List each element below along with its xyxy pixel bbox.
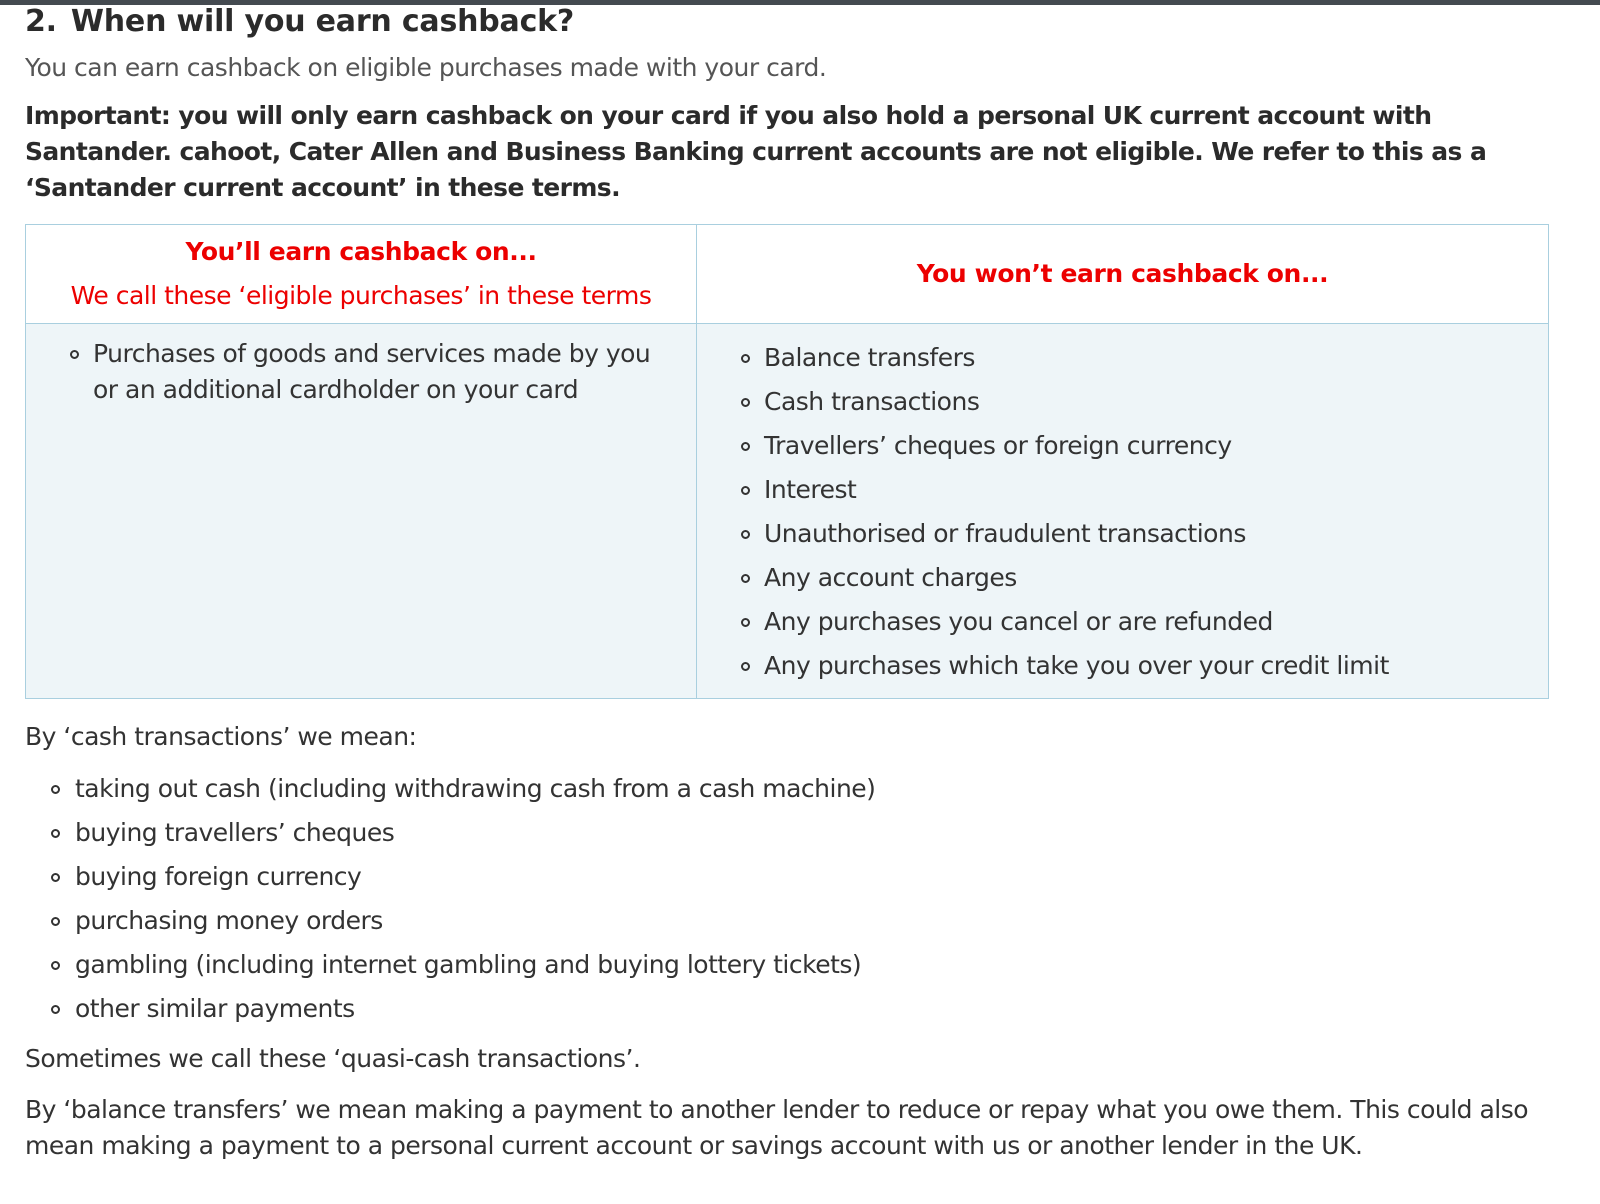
important-notice: Important: you will only earn cashback on your card if you also hold a personal UK current account with Santander. cahoot, Cater Allen and Business Banking current accounts are not eligible. We refer to this as a ‘Santander current account’ in these terms. <box>25 101 1487 202</box>
list-item: Cash transactions <box>697 380 1548 424</box>
section-number: 2. <box>25 4 57 39</box>
list-item: purchasing money orders <box>25 899 1555 943</box>
section-heading <box>25 2 1555 42</box>
cash-transactions-intro: By ‘cash transactions’ we mean: <box>25 722 417 751</box>
list-item: taking out cash (including withdrawing cash from a cash machine) <box>25 767 1555 811</box>
cashback-eligibility-table <box>25 224 1549 699</box>
circle-bullet-icon <box>741 442 750 451</box>
list-item: Unauthorised or fraudulent transactions <box>697 512 1548 556</box>
list-item: buying foreign currency <box>25 855 1555 899</box>
quasi-cash-note: Sometimes we call these ‘quasi-cash transactions’. <box>25 1044 641 1073</box>
earn-items-cell <box>26 324 697 699</box>
list-item: Interest <box>697 468 1548 512</box>
circle-bullet-icon <box>741 398 750 407</box>
circle-bullet-icon <box>741 354 750 363</box>
circle-bullet-icon <box>51 873 60 882</box>
circle-bullet-icon <box>51 829 60 838</box>
section-intro: You can earn cashback on eligible purchases made with your card. <box>25 53 827 82</box>
circle-bullet-icon <box>51 785 60 794</box>
circle-bullet-icon <box>70 350 79 359</box>
earn-subheader: We call these ‘eligible purchases’ in these terms <box>70 281 652 310</box>
list-item: gambling (including internet gambling and buying lottery tickets) <box>25 943 1555 987</box>
list-item: Purchases of goods and services made by you or an additional cardholder on your card <box>26 336 696 408</box>
circle-bullet-icon <box>741 486 750 495</box>
circle-bullet-icon <box>741 530 750 539</box>
list-item: Balance transfers <box>697 336 1548 380</box>
balance-transfers-definition: By ‘balance transfers’ we mean making a payment to another lender to reduce or repay what you owe them. This could also mean making a payment to a personal current account or savings account with us or another lender in the UK. <box>25 1095 1529 1160</box>
list-item: other similar payments <box>25 987 1555 1031</box>
earn-header: You’ll earn cashback on... <box>185 237 537 266</box>
not-earn-items-cell <box>697 324 1549 699</box>
list-item: Travellers’ cheques or foreign currency <box>697 424 1548 468</box>
not-earn-header: You won’t earn cashback on... <box>916 259 1329 288</box>
earn-items-list <box>26 336 696 408</box>
list-item: Any account charges <box>697 556 1548 600</box>
circle-bullet-icon <box>741 574 750 583</box>
section-title: When will you earn cashback? <box>70 4 575 39</box>
terms-document <box>25 0 1555 1164</box>
earn-header-cell <box>26 225 697 324</box>
cash-transactions-list <box>25 767 1555 1031</box>
circle-bullet-icon <box>51 1005 60 1014</box>
list-item: Any purchases you cancel or are refunded <box>697 600 1548 644</box>
list-item: buying travellers’ cheques <box>25 811 1555 855</box>
circle-bullet-icon <box>741 662 750 671</box>
not-earn-header-cell <box>697 225 1549 324</box>
circle-bullet-icon <box>51 917 60 926</box>
list-item: Any purchases which take you over your credit limit <box>697 644 1548 688</box>
circle-bullet-icon <box>741 618 750 627</box>
not-earn-items-list <box>697 336 1548 688</box>
circle-bullet-icon <box>51 961 60 970</box>
